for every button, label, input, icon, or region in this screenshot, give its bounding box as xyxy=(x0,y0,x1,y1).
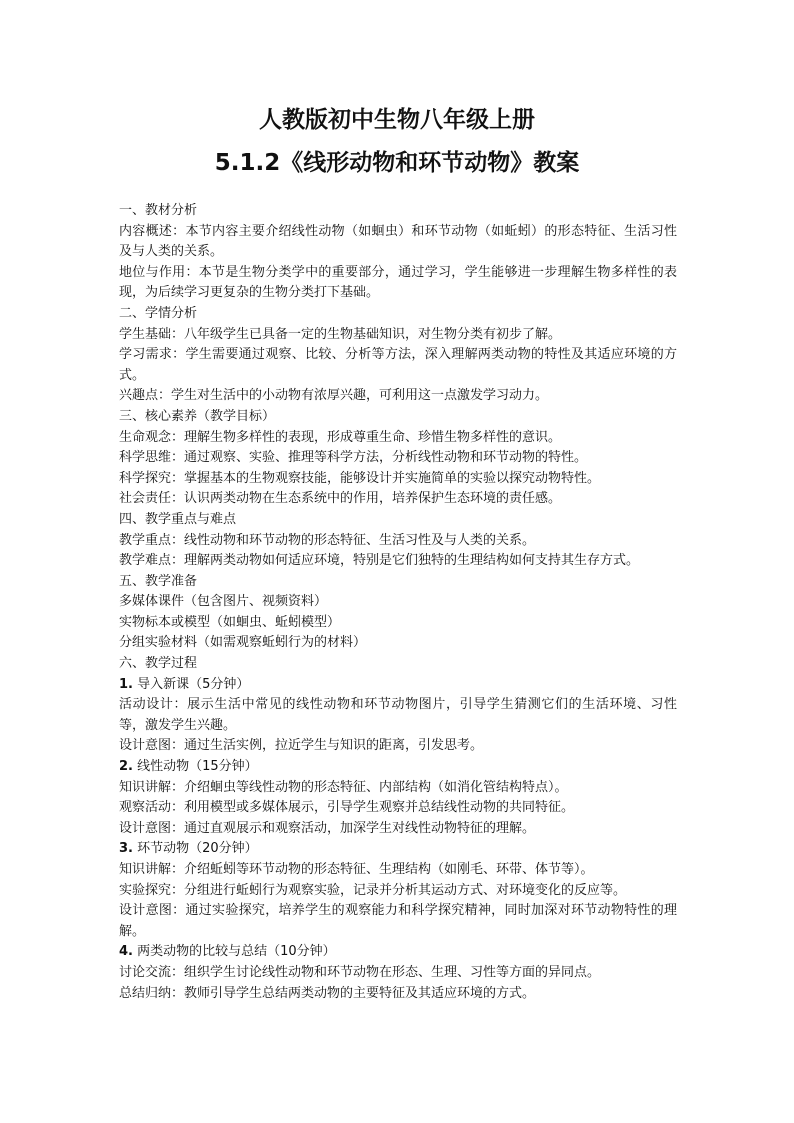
paragraph: 讨论交流：组织学生讨论线性动物和环节动物在形态、生理、习性等方面的异同点。 xyxy=(119,964,601,980)
paragraph: 兴趣点：学生对生活中的小动物有浓厚兴趣，可利用这一点激发学习动力。 xyxy=(119,388,549,404)
paragraph: 五、教学准备 xyxy=(119,573,198,589)
paragraph: 科学思维：通过观察、实验、推理等科学方法，分析线性动物和环节动物的特性。 xyxy=(119,450,588,466)
section-step-heading xyxy=(119,757,677,778)
paragraph: 科学探究：掌握基本的生物观察技能，能够设计并实施简单的实验以探究动物特性。 xyxy=(119,470,601,486)
paragraph: 内容概述：本节内容主要介绍线性动物（如蛔虫）和环节动物（如蚯蚓）的形态特征、生活习性及与人类的关系。 xyxy=(119,223,677,260)
document-subtitle: 5.1.2《线形动物和环节动物》教案 xyxy=(214,150,580,176)
paragraph: 四、教学重点与难点 xyxy=(119,511,237,527)
paragraph: 社会责任：认识两类动物在生态系统中的作用，培养保护生态环境的责任感。 xyxy=(119,491,562,507)
paragraph: 教学重点：线性动物和环节动物的形态特征、生活习性及与人类的关系。 xyxy=(119,532,536,548)
paragraph: 实物标本或模型（如蛔虫、蚯蚓模型） xyxy=(119,614,341,630)
section-step-heading xyxy=(119,942,677,963)
paragraph: 知识讲解：介绍蛔虫等线性动物的形态特征、内部结构（如消化管结构特点）。 xyxy=(119,779,568,795)
paragraph: 三、核心素养（教学目标） xyxy=(119,408,276,424)
step-title: 线性动物（15分钟） xyxy=(137,759,258,775)
paragraph: 活动设计：展示生活中常见的线性动物和环节动物图片，引导学生猜测它们的生活环境、习性等，激发学生兴趣。 xyxy=(119,697,677,733)
section-step-heading xyxy=(119,839,677,860)
paragraph: 一、教材分析 xyxy=(119,203,198,218)
paragraph: 六、教学过程 xyxy=(119,656,198,672)
paragraph: 学生基础：八年级学生已具备一定的生物基础知识，对生物分类有初步了解。 xyxy=(119,326,562,342)
step-title: 环节动物（20分钟） xyxy=(137,841,258,857)
paragraph: 知识讲解：介绍蚯蚓等环节动物的形态特征、生理结构（如刚毛、环带、体节等）。 xyxy=(119,862,594,877)
paragraph: 设计意图：通过实验探究，培养学生的观察能力和科学探究精神，同时加深对环节动物特性的理解。 xyxy=(119,903,677,939)
paragraph: 二、学情分析 xyxy=(119,305,198,321)
section-step-heading xyxy=(119,675,677,696)
step-number: 2. xyxy=(119,759,133,775)
paragraph: 实验探究：分组进行蚯蚓行为观察实验，记录并分析其运动方式、对环境变化的反应等。 xyxy=(119,882,627,898)
step-title: 两类动物的比较与总结（10分钟） xyxy=(137,944,336,960)
step-number: 1. xyxy=(119,676,133,692)
step-title: 导入新课（5分钟） xyxy=(137,676,250,692)
paragraph: 教学难点：理解两类动物如何适应环境，特别是它们独特的生理结构如何支持其生存方式。 xyxy=(119,553,640,569)
paragraph: 多媒体课件（包含图片、视频资料） xyxy=(119,594,328,610)
paragraph: 设计意图：通过生活实例，拉近学生与知识的距离，引发思考。 xyxy=(119,738,484,754)
paragraph: 学习需求：学生需要通过观察、比较、分析等方法，深入理解两类动物的特性及其适应环境的方式。 xyxy=(119,347,677,383)
paragraph: 分组实验材料（如需观察蚯蚓行为的材料） xyxy=(119,635,367,651)
step-number: 4. xyxy=(119,944,133,960)
paragraph: 总结归纳：教师引导学生总结两类动物的主要特征及其适应环境的方式。 xyxy=(119,985,536,1001)
paragraph: 生命观念：理解生物多样性的表现，形成尊重生命、珍惜生物多样性的意识。 xyxy=(119,429,562,445)
step-number: 3. xyxy=(119,841,133,857)
paragraph: 地位与作用：本节是生物分类学中的重要部分，通过学习，学生能够进一步理解生物多样性的表现，为后续学习更复杂的生物分类打下基础。 xyxy=(119,264,677,301)
document-body xyxy=(119,201,677,1004)
paragraph: 观察活动：利用模型或多媒体展示，引导学生观察并总结线性动物的共同特征。 xyxy=(119,800,575,816)
document-title: 人教版初中生物八年级上册 xyxy=(259,107,535,133)
paragraph: 设计意图：通过直观展示和观察活动，加深学生对线性动物特征的理解。 xyxy=(119,820,536,836)
